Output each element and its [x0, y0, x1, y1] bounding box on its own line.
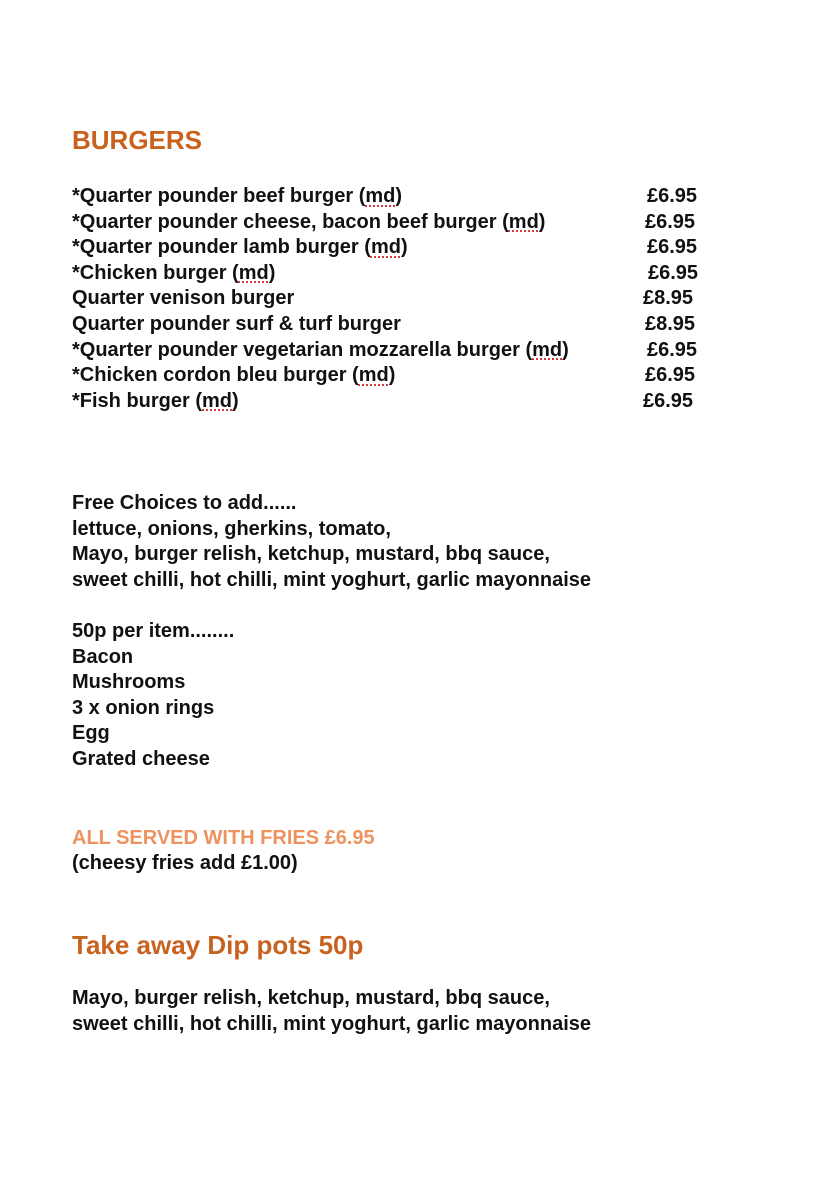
burger-item-price: £6.95 — [647, 185, 698, 207]
burger-item-name: *Chicken burger (md) — [72, 261, 276, 284]
burger-item-price: £6.95 — [648, 261, 699, 284]
extras-section — [72, 619, 234, 773]
extras-item: Bacon — [72, 645, 134, 668]
burger-item — [72, 363, 752, 389]
burger-item-name: Quarter venison burger — [72, 287, 295, 310]
dip-pots-line: Mayo, burger relish, ketchup, mustard, bbq sauce, — [72, 987, 550, 1009]
burger-item-price: £6.95 — [643, 389, 694, 412]
dip-pots-heading: Take away Dip pots 50p — [72, 930, 364, 960]
free-choices-title: Free Choices to add...... — [72, 492, 297, 514]
served-with-fries-note: ALL SERVED WITH FRIES £6.95 — [72, 827, 375, 849]
burger-item — [72, 389, 752, 415]
burger-item-price: £6.95 — [645, 210, 696, 233]
burger-item — [72, 210, 752, 236]
burger-item-name: *Fish burger (md) — [72, 389, 239, 412]
burger-item-name: Quarter pounder surf & turf burger — [72, 312, 401, 335]
extras-item: Mushrooms — [72, 671, 186, 694]
burger-item-name: *Quarter pounder cheese, bacon beef burger (md) — [72, 210, 546, 233]
extras-item: Egg — [72, 722, 110, 745]
free-choices-line: sweet chilli, hot chilli, mint yoghurt, garlic mayonnaise — [72, 568, 591, 591]
free-choices-line: lettuce, onions, gherkins, tomato, — [72, 517, 391, 540]
extras-item: 3 x onion rings — [72, 696, 215, 719]
burger-item-name: *Quarter pounder vegetarian mozzarella burger (md) — [72, 338, 569, 361]
dip-pots-section — [72, 986, 591, 1037]
burger-item-price: £6.95 — [647, 338, 698, 361]
extras-title: 50p per item........ — [72, 620, 235, 642]
burger-item-name: *Quarter pounder beef burger (md) — [72, 185, 403, 207]
free-choices-line: Mayo, burger relish, ketchup, mustard, bbq sauce, — [72, 543, 550, 566]
burgers-heading: BURGERS — [72, 125, 203, 155]
burger-item-price: £6.95 — [647, 236, 698, 259]
burger-item — [72, 235, 752, 261]
burger-item — [72, 184, 752, 210]
burger-list — [72, 184, 752, 414]
dip-pots-line: sweet chilli, hot chilli, mint yoghurt, garlic mayonnaise — [72, 1012, 591, 1035]
burger-item — [72, 312, 752, 338]
extras-item: Grated cheese — [72, 747, 210, 770]
burger-item — [72, 338, 752, 364]
cheesy-fries-note: (cheesy fries add £1.00) — [72, 852, 298, 874]
burger-item-name: *Chicken cordon bleu burger (md) — [72, 364, 396, 387]
free-choices-section — [72, 491, 591, 593]
burger-item — [72, 286, 752, 312]
burger-item-name: *Quarter pounder lamb burger (md) — [72, 236, 408, 259]
burger-item-price: £8.95 — [643, 287, 694, 310]
burger-item-price: £6.95 — [645, 364, 696, 387]
burger-item-price: £8.95 — [645, 312, 696, 335]
burger-item — [72, 261, 752, 287]
